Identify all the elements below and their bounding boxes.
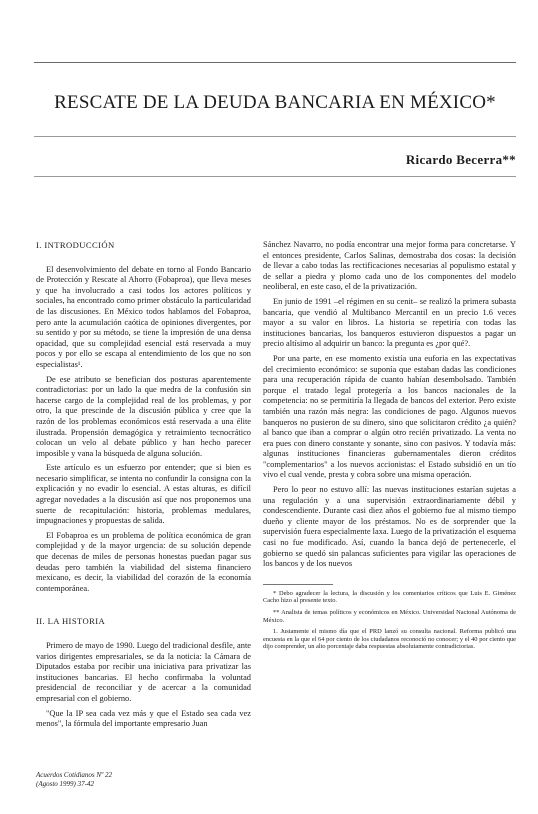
paragraph: El Fobaproa es un problema de política económica de gran complejidad y de la mayor urgencia: de su solución depende que decenas de miles de personas honestas puedan pagar sus deudas pero también la viabilidad del sistema financiero mexicano, es decir, la viabilidad del corazón de la economía contemporánea.	[36, 530, 251, 593]
footnote: ** Analista de temas políticos y económicos en México. Universidad Nacional Autónoma de México.	[263, 609, 516, 624]
paragraph: El desenvolvimiento del debate en torno al Fondo Bancario de Protección y Rescate al Ahorro (Fobaproa), que lleva meses y que ha involucrado a casi todos los actores políticos y sociales, ha encontrado como primer obstáculo la particularidad de las discusiones. En México todos hablamos del Fobaproa, pero ante la acumulación caótica de opiniones divergentes, por su sentido y por su método, se tiene la impresión de una densa opacidad, que su complejidad esencial está reservada a muy pocos y por ello se escapa al entendimiento de los que no son especialistas¹.	[36, 264, 251, 369]
journal-reference	[36, 771, 112, 788]
paragraph: Pero lo peor no estuvo allí: las nuevas instituciones estarían sujetas a una regulación y a una supervisión extraordinariamente débil y condescendiente. Durante casi diez años el gobierno fue al mismo tiempo dueño y cliente mayor de los préstamos. No es de sorprender que la supervisión fuera especialmente laxa. Luego de la privatización el esquema casi no fue modificado. Así, cuando la banca dejó de pertenecerle, el gobierno se quedó sin palancas suficientes para vigilar las operaciones de los bancos y de los nuevos	[263, 485, 516, 569]
section-heading-historia: II. LA HISTORIA	[36, 616, 106, 627]
footnote: * Debo agradecer la lectura, la discusión y los comentarios críticos que Luis E. Giménez Cacho hizo al presente texto.	[263, 589, 516, 605]
journal-issue: (Agosto 1999) 37-42	[36, 779, 94, 788]
paragraph: "Que la IP sea cada vez más y que el Estado sea cada vez menos", la fórmula del importante empresario Juan	[36, 708, 251, 729]
left-column	[36, 240, 251, 734]
paragraph: Sánchez Navarro, no podía encontrar una mejor forma para concretarse. Y el entonces presidente, Carlos Salinas, demostraba dos cosas: la decisión de llevar a cabo todas las rectificaciones necesarias al populismo estatal y de sellar a piedra y plomo cada uno de los componentes del modelo neoliberal, en este caso, el de la privatización.	[263, 240, 516, 292]
paragraph: En junio de 1991 –el régimen en su cenit– se realizó la primera subasta bancaria, que vendió al Multibanco Mercantil en un precio 1.6 veces mayor a su valor en libros. La historia se repetiría con todas las instituciones bancarias, los banqueros estuvieron dispuestos a pagar un precio altísimo al adquirir un banco: la pregunta es ¿por qué?.	[263, 296, 516, 349]
paragraph: Primero de mayo de 1990. Luego del tradicional desfile, ante varios dirigentes empresariales, se da la noticia: la Cámara de Diputados estaba por recibir una iniciativa para privatizar las instituciones bancarias. El hecho confirmaba la voluntad presidencial de reconciliar y de acercar a la comunidad empresarial con el gobierno.	[36, 641, 251, 703]
author-rule	[34, 176, 516, 177]
top-rule	[34, 62, 516, 63]
paragraph: Por una parte, en ese momento existía una euforia en las expectativas del crecimiento económico: se suponía que estaban dadas las condiciones para una recuperación rápida de cuanto habían desembolsado. También porque el tratado legal protegería a los bancos nacionales de la competencia: no se permitiría la llegada de bancos del exterior. Pero existe también una razón más negra: las condiciones de pago. Algunos nuevos banqueros no pusieron de su dinero, sino que solicitaron crédito ¿a quién? al banco que iban a comprar o algún otro recién privatizado. La venta no era pues con dinero constante y sonante, sino con pasivos. Y todavía más: algunas instituciones financieras gubernamentales dieron créditos "complementarios" a los nuevos accionistas: el Estado subsidió en un tío vivo el cual vende, presta y cobra sobre una misma operación.	[263, 353, 516, 480]
section-heading-introduccion: I. INTRODUCCIÓN	[36, 240, 115, 250]
article-author: Ricardo Becerra**	[405, 152, 516, 167]
footnote-rule	[263, 584, 333, 585]
article-title: RESCATE DE LA DEUDA BANCARIA EN MÉXICO*	[54, 92, 496, 113]
paragraph: De ese atributo se benefician dos posturas aparentemente contradictorias: por un lado la que medra de la confusión sin hacerse cargo de la complejidad real de los problemas, y por otro, la que prescinde de la discusión pública y cree que la razón de los problemas económicos está reservada a una élite ilustrada. Propensión demagógica y retraimiento tecnocrático colocan un velo al debate público y han hecho parecer imposible y vana la búsqueda de alguna solución.	[36, 374, 251, 458]
title-rule	[34, 136, 516, 137]
journal-name: Acuerdos Cotidianos Nº 22	[36, 771, 112, 779]
paragraph: Este artículo es un esfuerzo por entender; que si bien es necesario simplificar, se intenta no confundir la consigna con la explicación y no evadir lo esencial. A estas alturas, es difícil agregar novedades a la discusión así que nos proponemos una suerte de recapitulación: historia, problemas medulares, impugnaciones y propuestas de salida.	[36, 463, 251, 526]
right-column	[263, 240, 516, 655]
footnote: 1. Justamente el mismo día que el PRD lanzó su consulta nacional. Reforma publicó una encuesta en la que el 64 por ciento de los ciudadanos reconoció no conocer; y el 40 por ciento que dijo comprender, un alto porcentaje daba respuestas absolutamente contradictorias.	[263, 628, 516, 651]
